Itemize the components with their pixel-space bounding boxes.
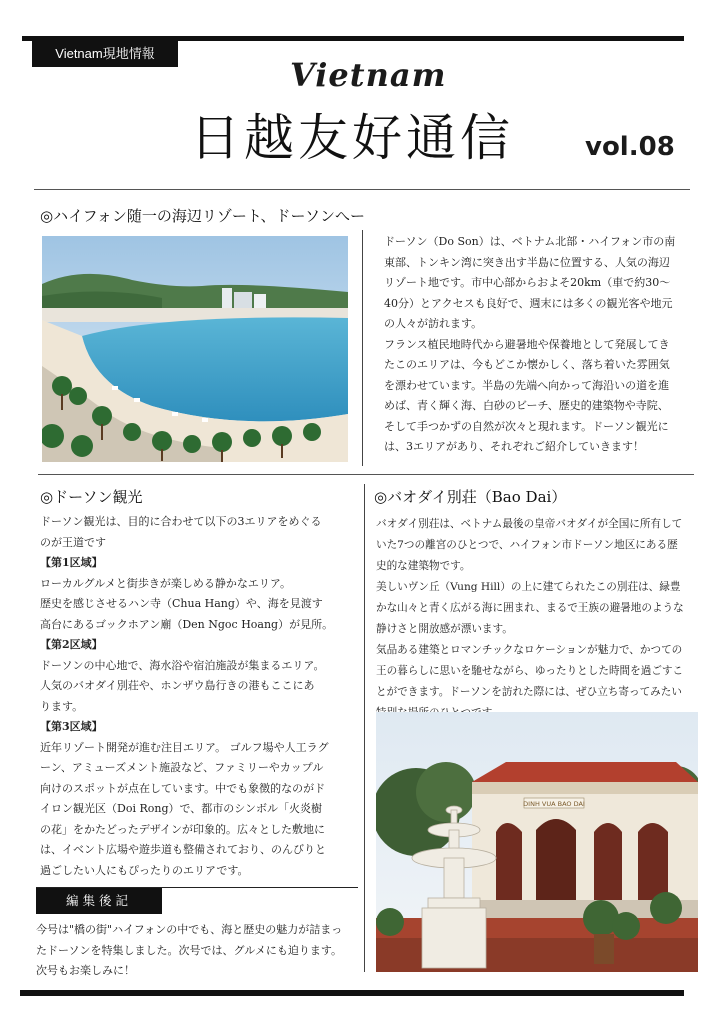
area-label: 【第2区域】 — [40, 638, 103, 651]
section3-body — [376, 514, 706, 724]
text-line: ドーソン観光は、目的に合わせて以下の3エリアをめぐる — [40, 515, 322, 528]
villa-illustration — [376, 712, 698, 972]
text-line: たドーソンを特集しました。次号では、グルメにも迫ります。 — [36, 943, 343, 957]
section1-divider — [38, 474, 694, 475]
bottom-rule — [20, 990, 684, 996]
section1-heading: ◎ハイフォン随一の海辺リゾート、ドーソンへー — [40, 207, 365, 225]
text-line: 史的な建築物です。 — [376, 560, 471, 572]
header-divider — [34, 189, 690, 190]
text-line: 美しいヴン丘（Vung Hill）の上に建てられたこの別荘は、緑豊 — [376, 581, 681, 593]
text-line: ドーソン（Do Son）は、ベトナム北部・ハイフォン市の南 — [384, 235, 676, 248]
text-line: 静けさと開放感が漂います。 — [376, 623, 513, 635]
text-line: 人気のバオダイ別荘や、ホンザウ島行きの港もここにあ — [40, 679, 315, 692]
text-line: 気品ある建築とロマンチックなロケーションが魅力で、かつての — [376, 644, 683, 656]
text-line: 王の暮らしに思いを馳せながら、ゆったりとした時間を過ごすこ — [376, 665, 684, 677]
section1-body — [384, 232, 704, 458]
section2-body — [40, 512, 362, 881]
text-line: 40分）とアクセスも良好で、週末には多くの観光客や地元 — [384, 296, 673, 310]
text-line: 今号は"橋の街"ハイフォンの中でも、海と歴史の魅力が詰まっ — [36, 923, 343, 936]
editor-note-tag: 編集後記 — [36, 888, 162, 914]
beach-illustration — [42, 236, 348, 462]
text-line: たこのエリアは、今もどこか懐かしく、落ち着いた雰囲気 — [384, 358, 670, 371]
text-line: は、イベント広場や遊歩道も整備されており、のんびりと — [40, 843, 326, 856]
text-line: の花」をかたどったデザインが印象的。広々とした敷地に — [40, 822, 326, 836]
section3-heading: ◎バオダイ別荘（Bao Dai） — [374, 488, 567, 506]
editor-note-body — [36, 920, 362, 982]
section1-column-divider — [362, 230, 363, 466]
text-line: リゾート地です。市中心部からおよそ20km（車で約30〜 — [384, 276, 671, 289]
area-label: 【第3区域】 — [40, 720, 103, 733]
text-line: 歴史を感じさせるハン寺（Chua Hang）や、海を見渡す — [40, 597, 323, 610]
text-line: ーン、アミューズメント施設など、ファミリーやカップル — [40, 761, 324, 774]
region-tag: Vietnam現地情報 — [32, 40, 178, 67]
text-line: かな山々と青く広がる海に囲まれ、まるで王族の避暑地のような — [376, 602, 684, 614]
section2-heading: ◎ドーソン観光 — [40, 488, 143, 506]
text-line: の人々が訪れます。 — [384, 317, 483, 330]
text-line: 近年リゾート開発が進む注目エリア。 ゴルフ場や人工ラグ — [40, 740, 329, 754]
text-line: を漂わせています。半島の先端へ向かって海沿いの道を進 — [384, 378, 670, 392]
text-line: は、3エリアがあり、それぞれご紹介していきます！ — [384, 440, 644, 453]
text-line: フランス植民地時代から避暑地や保養地として発展してき — [384, 337, 670, 351]
text-line: そして手つかずの自然が次々と現れます。ドーソン観光に — [384, 419, 669, 433]
text-line: 過ごしたい人にもぴったりのエリアです。 — [40, 863, 249, 877]
newsletter-title: 日越友好通信 — [190, 109, 514, 167]
text-line: 向けのスポットが点在しています。中でも象徴的なのがド — [40, 781, 326, 795]
text-line: いた7つの離宮のひとつで、ハイフォン市ドーソン地区にある歴 — [376, 539, 678, 551]
villa-sign: DINH VUA BAO DAI — [523, 800, 585, 808]
text-line: イロン観光区（Doi Rong）で、都市のシンボル「火炎樹 — [40, 802, 322, 815]
villa-photo — [376, 712, 698, 972]
volume-number: vol.08 — [585, 132, 675, 162]
text-line: とができます。ドーソンを訪れた際には、ぜひ立ち寄ってみたい — [376, 686, 682, 698]
text-line: バオダイ別荘は、ベトナム最後の皇帝バオダイが全国に所有して — [376, 518, 683, 530]
text-line: 東部、トンキン湾に突き出す半島に位置する、人気の海辺 — [384, 255, 670, 269]
brand-script: Vietnam — [290, 56, 447, 94]
text-line: のが王道です — [40, 535, 106, 549]
text-line: めば、青く輝く海、白砂のビーチ、歴史的建築物や寺院、 — [384, 399, 669, 412]
text-line: ドーソンの中心地で、海水浴や宿泊施設が集まるエリア。 — [40, 658, 325, 672]
text-line: 次号もお楽しみに！ — [36, 964, 135, 977]
area-label: 【第1区域】 — [40, 556, 103, 569]
beach-photo — [42, 236, 348, 462]
text-line: 高台にあるゴックホアン廟（Den Ngoc Hoang）が見所。 — [40, 617, 334, 631]
text-line: ります。 — [40, 699, 84, 713]
text-line: ローカルグルメと街歩きが楽しめる静かなエリア。 — [40, 576, 292, 590]
middle-column-divider — [364, 484, 365, 972]
